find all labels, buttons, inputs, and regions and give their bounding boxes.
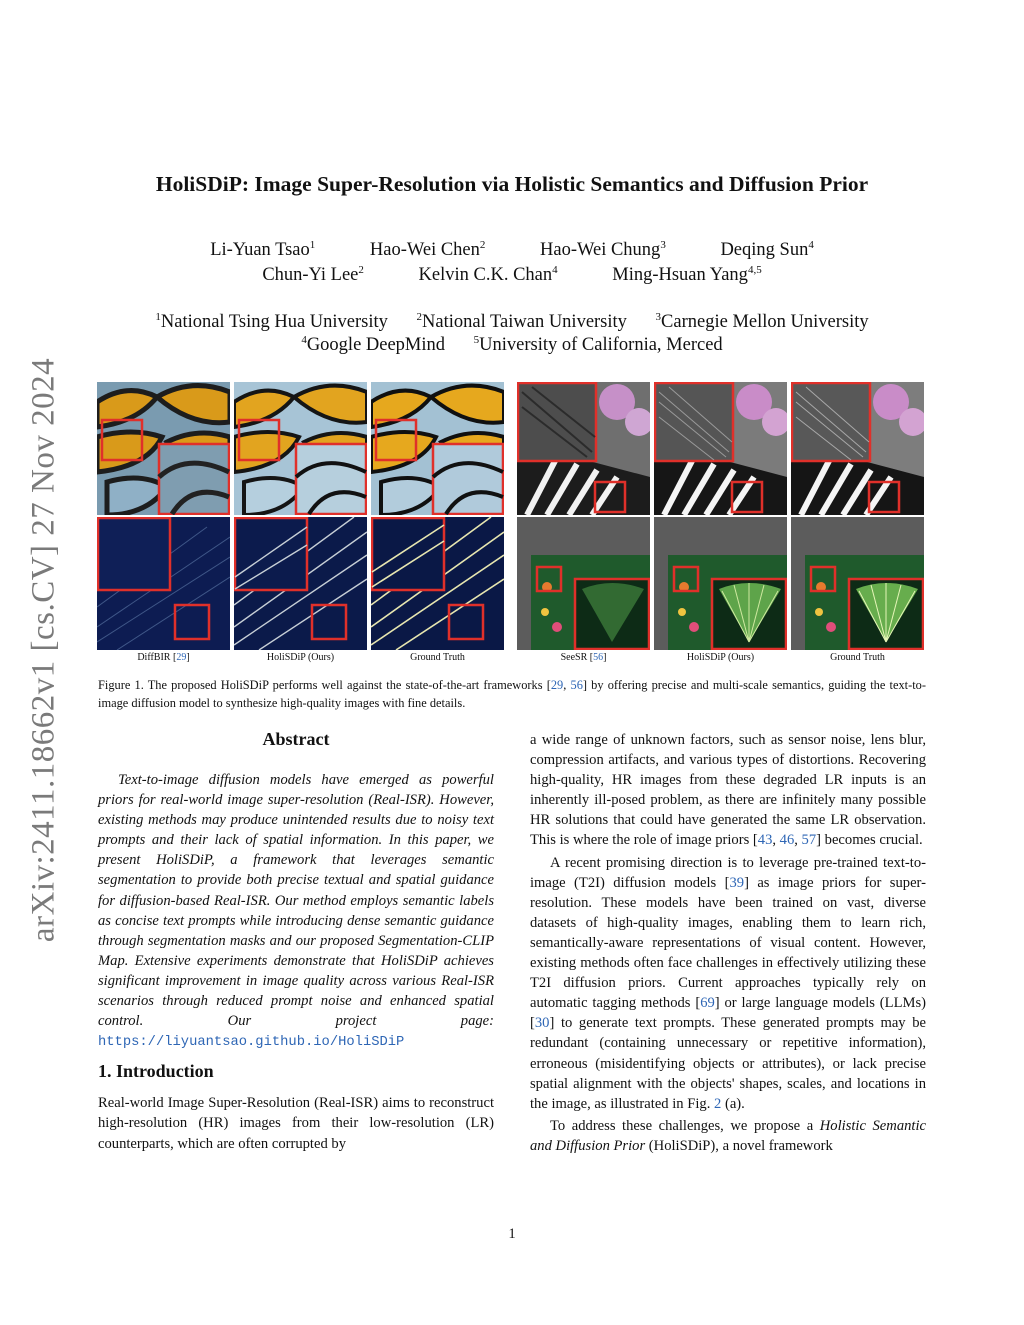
affiliation-line-2 bbox=[0, 335, 1024, 356]
author: Deqing Sun$^4$ bbox=[720, 239, 814, 260]
author: Li-Yuan Tsao$^1$ bbox=[210, 239, 316, 260]
author: Hao-Wei Chung$^3$ bbox=[540, 239, 666, 260]
citation-link[interactable]: 43 bbox=[757, 832, 773, 849]
butterfly-image-holisdip bbox=[654, 382, 787, 515]
wing-image-ground-truth bbox=[371, 382, 504, 515]
author-line-2 bbox=[0, 265, 1024, 286]
intro-paragraph: Real-world Image Super-Resolution (Real-ISR) aims to reconstruct high-resolution (HR) images from their low-resolution (LR) counterparts, which are often corrupted by bbox=[98, 1095, 494, 1152]
citation-link[interactable]: 69 bbox=[700, 995, 715, 1012]
paper-title: HoliSDiP: Image Super-Resolution via Holistic Semantics and Diffusion Prior bbox=[155, 172, 869, 196]
figure-label-ground-truth: Ground Truth bbox=[830, 652, 885, 663]
body-paragraph: a wide range of unknown factors, such as sensor noise, lens blur, compression artifacts, and various types of distortions. Recovering high-quality, HR images from these degraded LR inputs is an inherently ill-posed problem, as there are infinitely many possible HR solutions that could have generated the same LR observation. This is where the role of image priors [43, 46, 57] becomes crucial. bbox=[530, 732, 926, 849]
author: Chun-Yi Lee$^2$ bbox=[262, 264, 364, 285]
abstract-body: Text-to-image diffusion models have emerged as powerful priors for real-world image super-resolution (Real-ISR). However, existing methods may produce unintended results due to noisy text prompts and their lack of spatial information. In this paper, we present HoliSDiP, a framework that leverages semantic segmentation to provide both precise textual and spatial guidance for diffusion-based Real-ISR. Our method employs semantic labels as concise text prompts while introducing dense semantic guidance through segmentation masks and our proposed Segmentation-CLIP Map. Extensive experiments demonstrate that HoliSDiP achieves significant improvement in image quality across various Real-ISR scenarios through reduced prompt noise and enhanced spatial control. Our project page: https://liyuantsao.github.io/HoliSDiP bbox=[98, 772, 494, 1051]
leaf-image-holisdip bbox=[654, 517, 787, 650]
affiliation: $^1$National Tsing Hua University bbox=[155, 311, 388, 332]
body-paragraph: A recent promising direction is to leverage pre-trained text-to-image (T2I) diffusion models [39] as image priors for super-resolution. These models have been trained on vast, diverse datasets of high-quality images, enabling them to learn rich, semantically-aware representations of visual content. However, existing methods often face challenges in effectively utilizing these T2I diffusion priors. Current approaches typically rely on automatic tagging methods [69] or large language models (LLMs) [30] to generate text prompts. These generated prompts may be redundant (containing unnecessary or repetitive information), erroneous (misidentifying objects or attributes), or lack precise spatial alignment with the objects' shapes, scales, and locations in the image, as illustrated in Fig. 2 (a). bbox=[530, 854, 926, 1112]
figure-label-ground-truth: Ground Truth bbox=[410, 652, 465, 663]
right-column bbox=[530, 730, 926, 1156]
citation-link[interactable]: 29 bbox=[550, 678, 564, 692]
author: Ming-Hsuan Yang$^{4,5}$ bbox=[612, 264, 762, 285]
figure-label-seesr: SeeSR [56] bbox=[560, 652, 607, 663]
leaf-image-ground-truth bbox=[791, 517, 924, 650]
butterfly-image-ground-truth bbox=[791, 382, 924, 515]
figure-label-holisdip: HoliSDiP (Ours) bbox=[266, 652, 335, 663]
streak-image-diffbir bbox=[97, 517, 230, 650]
wing-image-holisdip bbox=[234, 382, 367, 515]
affiliation: $^4$Google DeepMind bbox=[301, 334, 446, 355]
author: Kelvin C.K. Chan$^4$ bbox=[418, 264, 558, 285]
citation-link[interactable]: 30 bbox=[534, 1015, 550, 1032]
body-paragraph: To address these challenges, we propose a Holistic Semantic and Diffusion Prior (HoliSDiP), a novel framework bbox=[530, 1117, 927, 1154]
butterfly-image-seesr bbox=[517, 382, 650, 515]
streak-image-ground-truth bbox=[371, 517, 504, 650]
streak-image-holisdip bbox=[234, 517, 367, 650]
affiliation: $^3$Carnegie Mellon University bbox=[655, 311, 869, 332]
affiliation-line-1 bbox=[0, 312, 1024, 333]
figure-label-holisdip: HoliSDiP (Ours) bbox=[686, 652, 755, 663]
author-line-1 bbox=[0, 240, 1024, 261]
leaf-image-seesr bbox=[517, 517, 650, 650]
author: Hao-Wei Chen$^2$ bbox=[369, 239, 486, 260]
citation-link[interactable]: 46 bbox=[779, 832, 795, 849]
abstract-heading: Abstract bbox=[262, 729, 330, 749]
figure-caption: Figure 1. The proposed HoliSDiP performs well against the state-of-the-art frameworks [29, 56] by offering precise and multi-scale semantics, guiding the text-to-image diffusion model to synthesize high-quality images with fine details. bbox=[98, 678, 926, 710]
left-column bbox=[98, 728, 494, 1154]
intro-heading: 1. Introduction bbox=[98, 1061, 214, 1082]
page-number: 1 bbox=[508, 1226, 516, 1242]
affiliation: $^2$National Taiwan University bbox=[416, 311, 627, 332]
figure-link[interactable]: 2 bbox=[714, 1095, 722, 1112]
citation-link[interactable]: 39 bbox=[729, 874, 745, 891]
figure-label-diffbir: DiffBIR [29] bbox=[137, 652, 190, 663]
project-page-link[interactable]: https://liyuantsao.github.io/HoliSDiP bbox=[98, 1035, 405, 1051]
arxiv-stamp: arXiv:2411.18662v1 [cs.CV] 27 Nov 2024 bbox=[25, 357, 62, 943]
affiliation: $^5$University of California, Merced bbox=[473, 334, 723, 355]
citation-link[interactable]: 56 bbox=[570, 678, 583, 692]
citation-link[interactable]: 57 bbox=[801, 832, 817, 849]
wing-image-diffbir bbox=[97, 382, 230, 515]
